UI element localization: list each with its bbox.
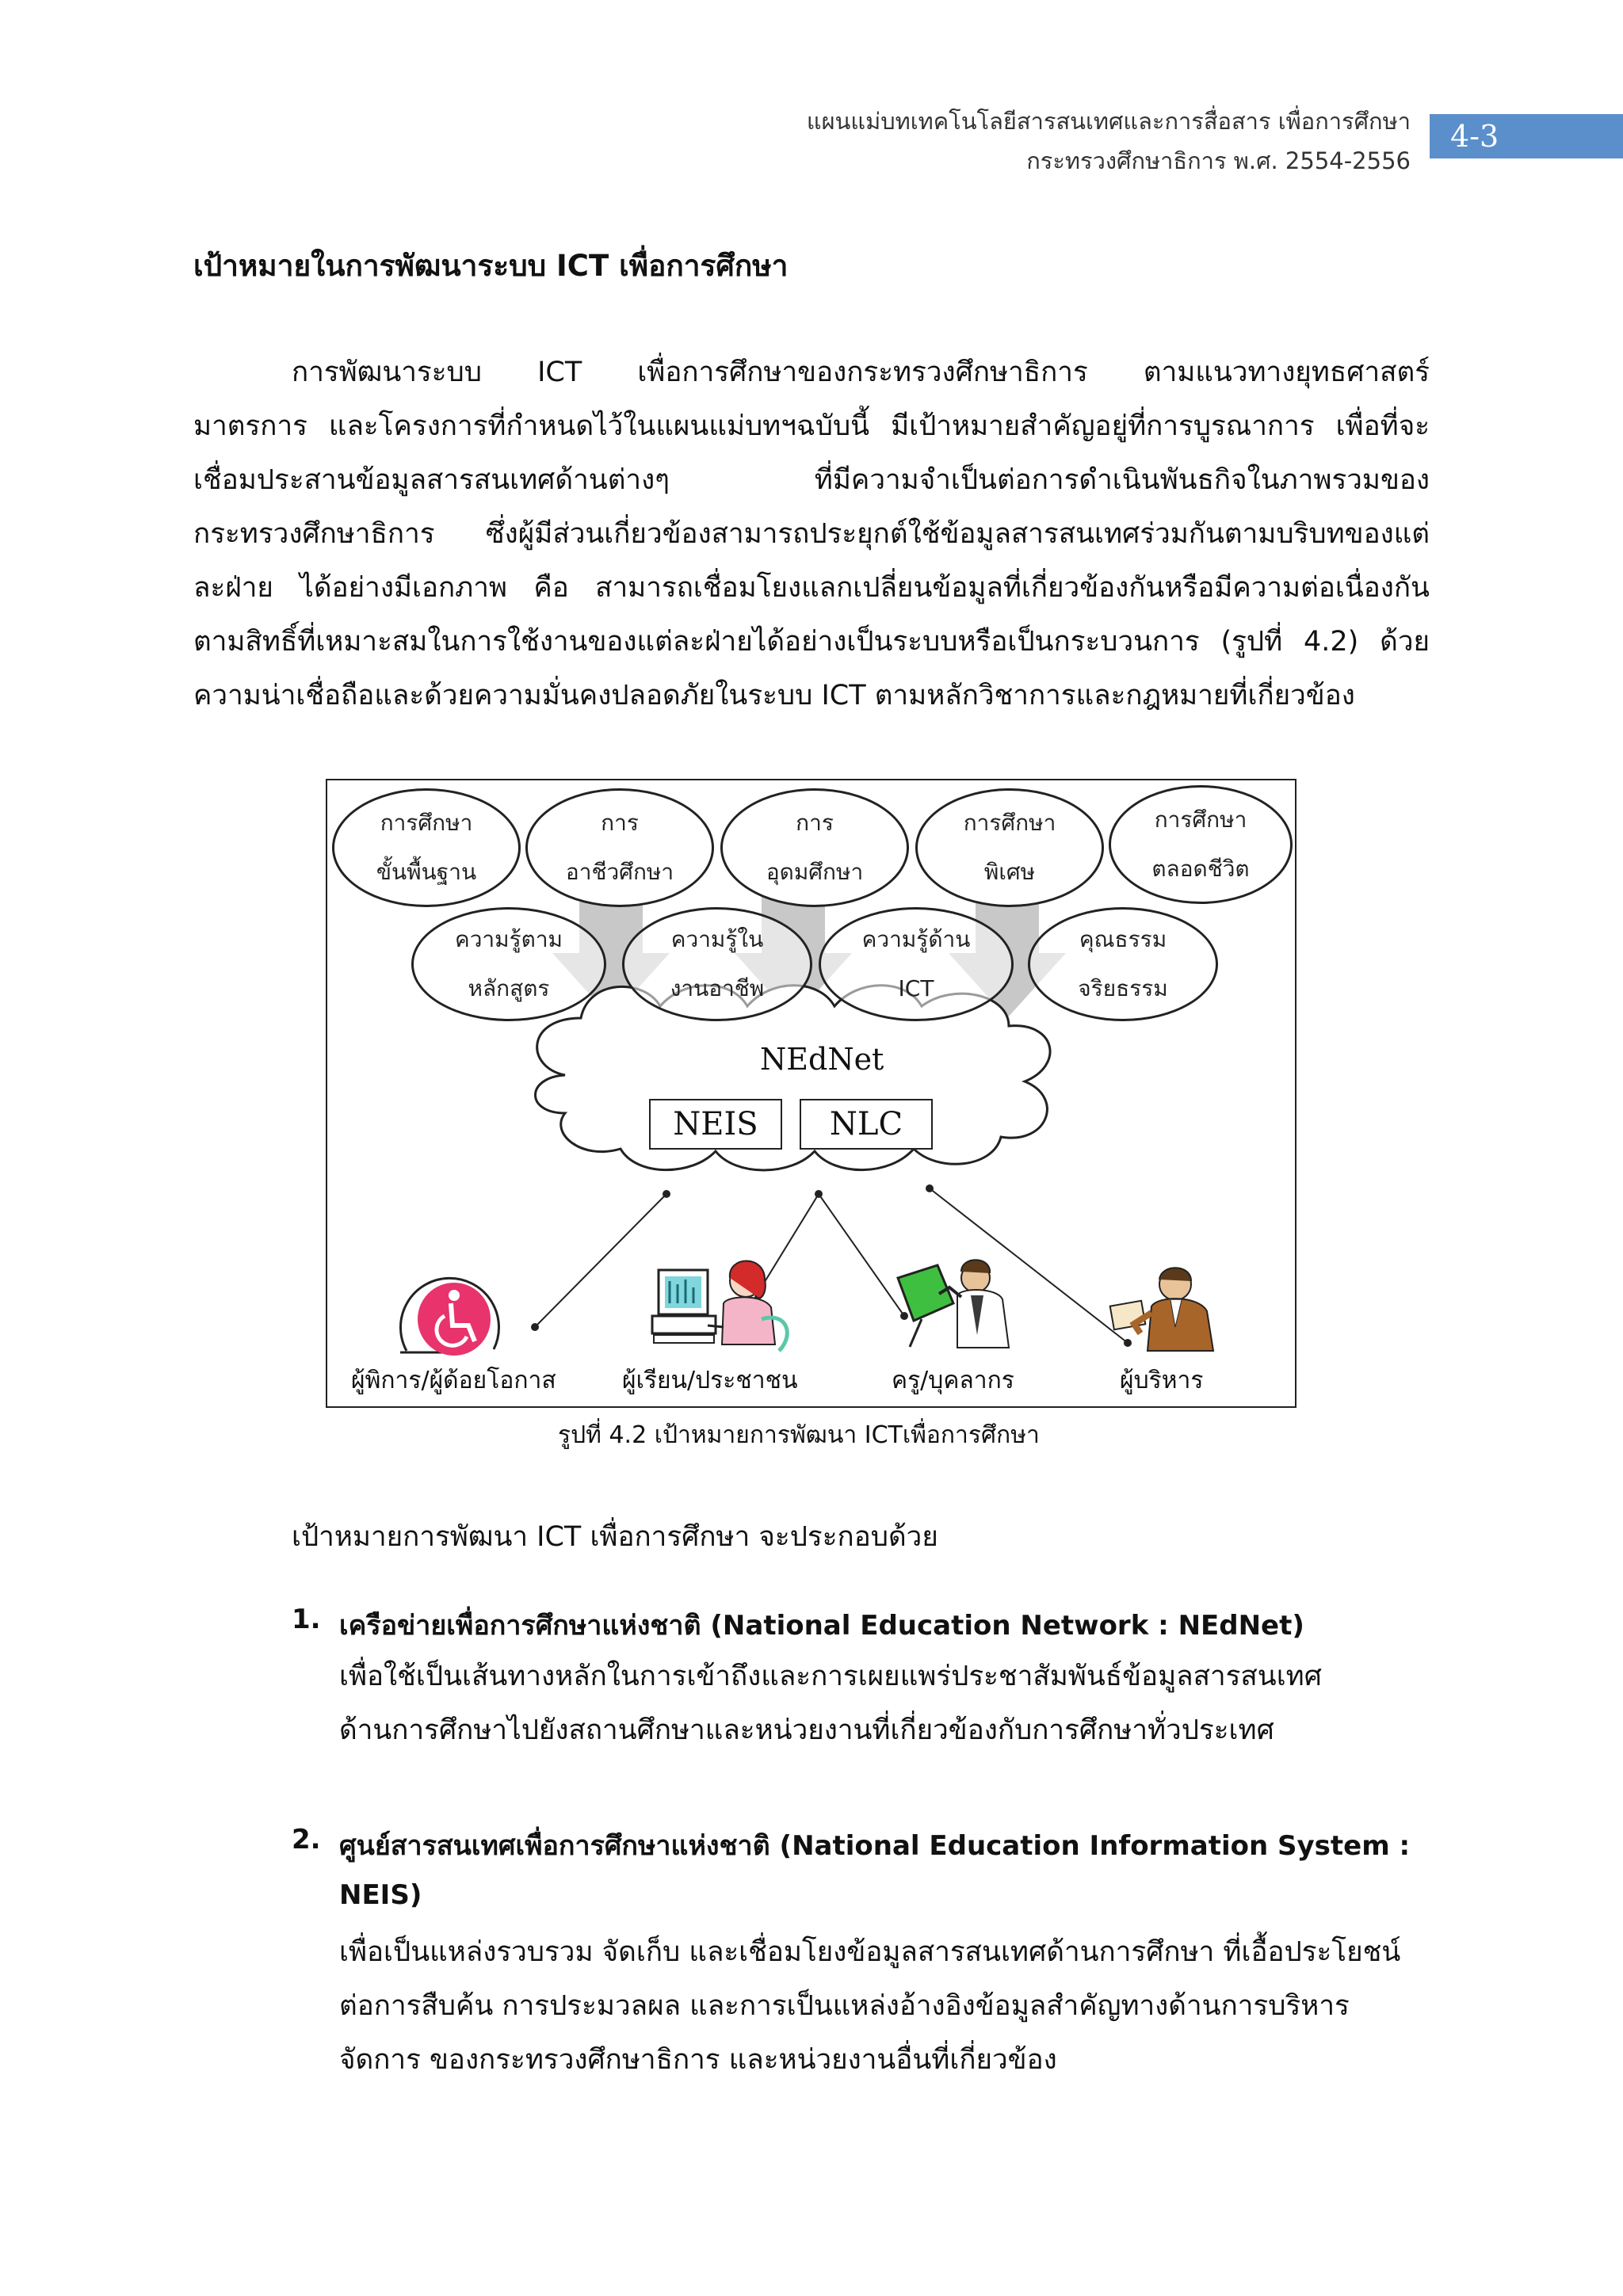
item2-line: ต่อการสืบค้น การประมวลผล และการเป็นแหล่งอ้างอิงข้อมูลสำคัญทางด้านการบริหาร	[339, 1990, 1350, 2022]
item1-line: ด้านการศึกษาไปยังสถานศึกษาและหน่วยงานที่เกี่ยวข้องกับการศึกษาทั่วประเทศ	[339, 1714, 1274, 1746]
ellipse-label: อาชีวศึกษา	[565, 859, 674, 885]
user-label-disabled: ผู้พิการ/ผู้ด้อยโอกาส	[351, 1367, 556, 1394]
item2-line: เพื่อเป็นแหล่งรวบรวม จัดเก็บ และเชื่อมโยงข้อมูลสารสนเทศด้านการศึกษา ที่เอื้อประโยชน์	[339, 1936, 1401, 1968]
ellipse-label: คุณธรรม	[1079, 926, 1167, 952]
ellipse-label: การศึกษา	[380, 810, 473, 836]
ict-goal-diagram	[326, 779, 1296, 1408]
ellipse-label: การ	[796, 810, 834, 836]
ellipse-label: ความรู้ใน	[670, 926, 764, 952]
teacher-icon	[898, 1260, 1009, 1348]
goals-intro: เป้าหมายการพัฒนา ICT เพื่อการศึกษา จะประกอบด้วย	[292, 1521, 938, 1553]
neis-box: NEIS	[649, 1099, 782, 1150]
paragraph-line: ความน่าเชื่อถือและด้วยความมั่นคงปลอดภัยในระบบ ICT ตามหลักวิชาการและกฎหมายที่เกี่ยวข้อง	[193, 680, 1355, 711]
ellipse-label: ความรู้ด้าน	[861, 926, 971, 952]
ellipse-label: การศึกษา	[963, 810, 1056, 836]
nlc-box: NLC	[800, 1099, 933, 1150]
ellipse-label: อุดมศึกษา	[766, 859, 864, 885]
ellipse-label: จริยธรรม	[1078, 975, 1168, 1001]
header-title: แผนแม่บทเทคโนโลยีสารสนเทศและการสื่อสาร เพื่อการศึกษา	[806, 108, 1411, 135]
goal-special-education	[915, 788, 1104, 907]
item1-title: เครือข่ายเพื่อการศึกษาแห่งชาติ (National Education Network : NEdNet)	[339, 1610, 1304, 1642]
paragraph-line: มาตรการ และโครงการที่กำหนดไว้ในแผนแม่บทฯฉบับนี้ มีเป้าหมายสำคัญอยู่ที่การบูรณาการ เพื่อที่จะ	[193, 410, 1430, 442]
ellipse-label: หลักสูตร	[468, 975, 550, 1001]
ellipse-label: การศึกษา	[1154, 807, 1247, 833]
paragraph-line: ตามสิทธิ์ที่เหมาะสมในการใช้งานของแต่ละฝ่ายได้อย่างเป็นระบบหรือเป็นกระบวนการ (รูปที่ 4.2) ด้วย	[193, 626, 1430, 658]
ellipse-label: ตลอดชีวิต	[1151, 856, 1250, 882]
page-number-badge: 4-3	[1430, 114, 1623, 158]
paragraph-line: กระทรวงศึกษาธิการ ซึ่งผู้มีส่วนเกี่ยวข้องสามารถประยุกต์ใช้ข้อมูลสารสนเทศร่วมกันตามบริบทของแต่	[193, 518, 1430, 550]
morality-ethics	[1028, 907, 1218, 1021]
nednet-title: NEdNet	[760, 1042, 884, 1077]
paragraph-line: เชื่อมประสานข้อมูลสารสนเทศด้านต่างๆ ที่มีความจำเป็นต่อการดำเนินพันธกิจในภาพรวมของ	[193, 464, 1430, 496]
connector-dots	[531, 1184, 1132, 1347]
ellipse-label: พิเศษ	[983, 859, 1036, 885]
user-label-teacher: ครู/บุคลากร	[892, 1367, 1014, 1394]
knowledge-curriculum	[411, 907, 606, 1021]
item1-line: เพื่อใช้เป็นเส้นทางหลักในการเข้าถึงและการเผยแพร่ประชาสัมพันธ์ข้อมูลสารสนเทศ	[339, 1661, 1322, 1692]
intro-paragraph	[193, 345, 1430, 723]
goal-lifelong-education	[1109, 785, 1293, 904]
figure-caption: รูปที่ 4.2 เป้าหมายการพัฒนา ICTเพื่อการศึกษา	[558, 1421, 1040, 1449]
paragraph-line: ละฝ่าย ได้อย่างมีเอกภาพ คือ สามารถเชื่อมโยงแลกเปลี่ยนข้อมูลที่เกี่ยวข้องกันหรือมีความต่อเนื่องกัน	[193, 572, 1430, 604]
section-heading: เป้าหมายในการพัฒนาระบบ ICT เพื่อการศึกษา	[193, 249, 789, 283]
ellipse-label: การ	[601, 810, 639, 836]
user-label-administrator: ผู้บริหาร	[1120, 1367, 1204, 1394]
goal-basic-education	[332, 788, 521, 907]
paragraph-line: การพัฒนาระบบ ICT เพื่อการศึกษาของกระทรวงศึกษาธิการ ตามแนวทางยุทธศาสตร์	[292, 357, 1430, 388]
goal-vocational-education	[525, 788, 714, 907]
item2-line: จัดการ ของกระทรวงศึกษาธิการ และหน่วยงานอื่นที่เกี่ยวข้อง	[339, 2044, 1057, 2076]
knowledge-occupation	[622, 907, 812, 1021]
ellipse-label: งานอาชีพ	[670, 975, 765, 1001]
item-number: 1.	[292, 1604, 321, 1635]
goal-higher-education	[720, 788, 909, 907]
item-number: 2.	[292, 1824, 321, 1855]
ellipse-label: ความรู้ตาม	[454, 926, 563, 952]
ellipse-label: ขั้นพื้นฐาน	[376, 859, 477, 885]
item2-title-cont: NEIS)	[339, 1879, 422, 1911]
ellipse-label: ICT	[898, 975, 934, 1001]
disabled-person-icon	[400, 1278, 498, 1356]
user-label-learner: ผู้เรียน/ประชาชน	[622, 1367, 798, 1394]
learner-icon	[652, 1261, 787, 1352]
header-subtitle: กระทรวงศึกษาธิการ พ.ศ. 2554-2556	[1026, 147, 1411, 174]
nednet-cloud	[536, 986, 1051, 1170]
knowledge-ict	[819, 907, 1014, 1021]
item2-title: ศูนย์สารสนเทศเพื่อการศึกษาแห่งชาติ (National Education Information System :	[339, 1830, 1411, 1862]
administrator-icon	[1110, 1268, 1213, 1351]
connector-lines	[535, 1188, 1128, 1343]
